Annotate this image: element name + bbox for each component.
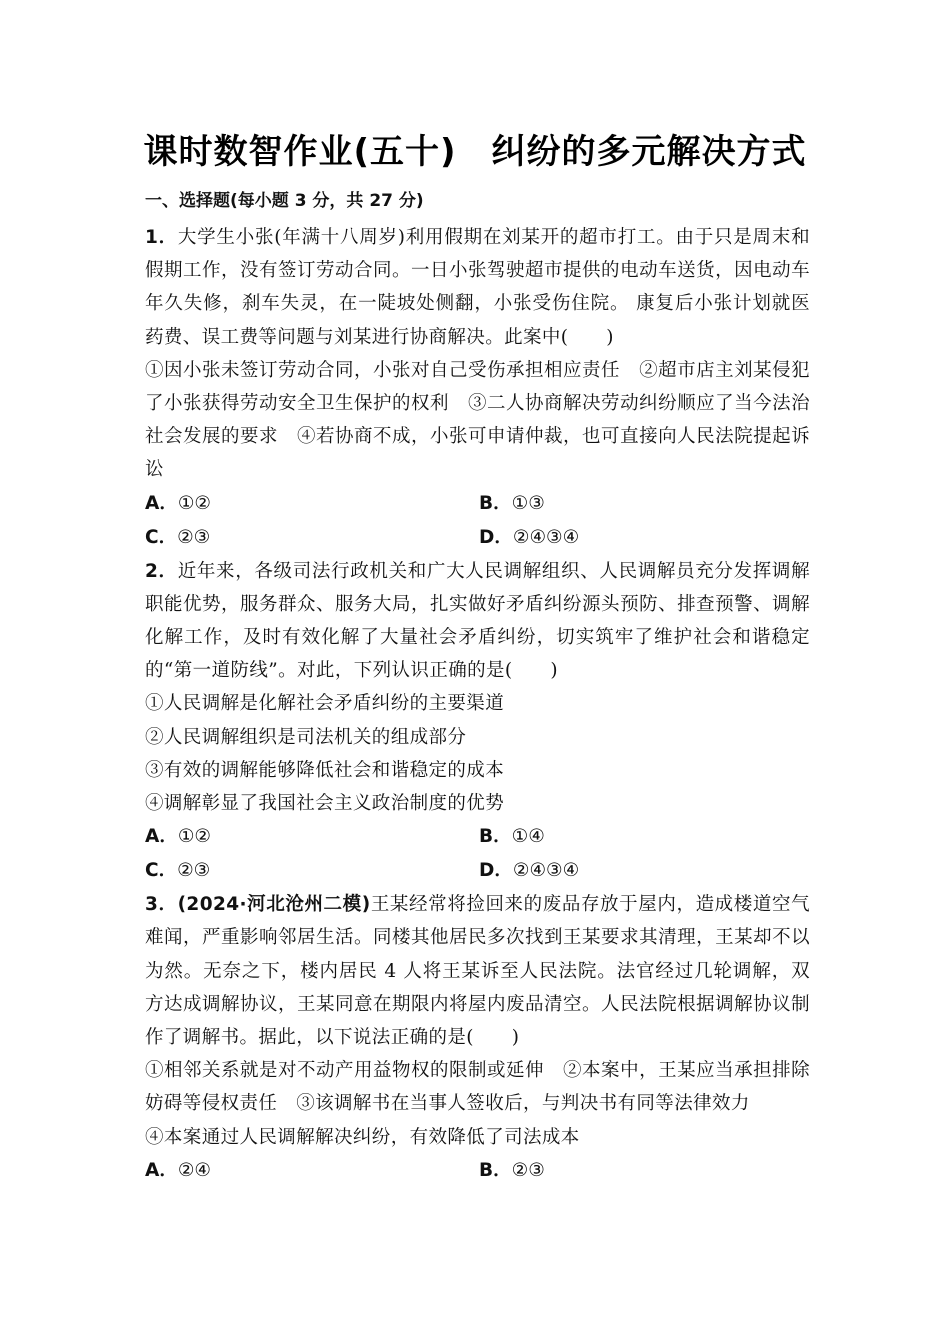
option-a[interactable]: A．①②: [145, 826, 211, 848]
question-1: [145, 221, 810, 555]
option-c[interactable]: C．②③: [145, 860, 211, 882]
option-a[interactable]: A．②④: [145, 1159, 211, 1181]
option-row: [145, 1154, 810, 1188]
statement: ②人民调解组织是司法机关的组成部分: [145, 726, 467, 748]
statement: ①人民调解是化解社会矛盾纠纷的主要渠道: [145, 693, 505, 715]
option-row: [145, 487, 810, 521]
question-number: 2．: [145, 560, 178, 582]
statement: ③有效的调解能够降低社会和谐稳定的成本: [145, 759, 505, 781]
page-title: 课时数智作业(五十) 纠纷的多元解决方式: [143, 132, 807, 172]
option-d[interactable]: D．②④③④: [479, 860, 580, 882]
option-row: [145, 854, 810, 888]
statement: ④本案通过人民调解解决纠纷，有效降低了司法成本: [145, 1126, 580, 1148]
question-stem: [145, 221, 810, 354]
question-number: 1．: [145, 227, 178, 248]
option-b[interactable]: B．①③: [479, 492, 545, 514]
option-c[interactable]: C．②③: [145, 526, 211, 548]
question-stem: [145, 555, 810, 688]
option-row: [145, 820, 810, 854]
question-text: 王某经常将捡回来的废品存放于屋内，造成楼道空气难闻，严重影响邻居生活。同楼其他居民多次找到王某要求其清理，王某却不以为然。无奈之下，楼内居民 4 人将王某诉至人民法院。法官经过几轮调解，双方达成调解协议，王某同意在期限内将屋内废品清空。人民法院根据调解协议制作了调解书。据此，以下说法正确的是( ): [145, 894, 810, 1049]
question-number: 3．: [145, 894, 178, 916]
statement: ①相邻关系就是对不动产用益物权的限制或延伸 ②本案中，王某应当承担排除妨碍等侵权责任 ③该调解书在当事人签收后，与判决书有同等法律效力: [145, 1060, 810, 1115]
option-a[interactable]: A．①②: [145, 492, 211, 514]
question-2: [145, 555, 810, 889]
question-text: 大学生小张(年满十八周岁)利用假期在刘某开的超市打工。由于只是周末和假期工作，没有签订劳动合同。一日小张驾驶超市提供的电动车送货，因电动车年久失修，刹车失灵，在一陡坡处侧翻，小张受伤住院。 康复后小张计划就医药费、误工费等问题与刘某进行协商解决。此案中( ): [145, 227, 810, 348]
section-heading: 一、选择题(每小题 3 分，共 27 分): [145, 191, 424, 211]
statement: ①因小张未签订劳动合同，小张对自己受伤承担相应责任 ②超市店主刘某侵犯了小张获得劳动安全卫生保护的权利 ③二人协商解决劳动纠纷顺应了当今法治社会发展的要求 ④若协商不成，小张可申请仲裁，也可直接向人民法院提起诉讼: [145, 359, 810, 481]
question-text: 近年来，各级司法行政机关和广大人民调解组织、人民调解员充分发挥调解职能优势，服务群众、服务大局，扎实做好矛盾纠纷源头预防、排查预警、调解化解工作，及时有效化解了大量社会矛盾纠纷，切实筑牢了维护社会和谐稳定的“第一道防线”。对此，下列认识正确的是( ): [145, 560, 810, 682]
question-3: [145, 888, 810, 1188]
document-body: [145, 187, 810, 1188]
option-b[interactable]: B．②③: [479, 1159, 545, 1181]
option-row: [145, 521, 810, 555]
option-d[interactable]: D．②④③④: [479, 526, 580, 548]
question-source: (2024·河北沧州二模): [177, 894, 371, 916]
question-stem: [145, 888, 810, 1054]
statement: ④调解彰显了我国社会主义政治制度的优势: [145, 793, 505, 815]
option-b[interactable]: B．①④: [479, 826, 545, 848]
